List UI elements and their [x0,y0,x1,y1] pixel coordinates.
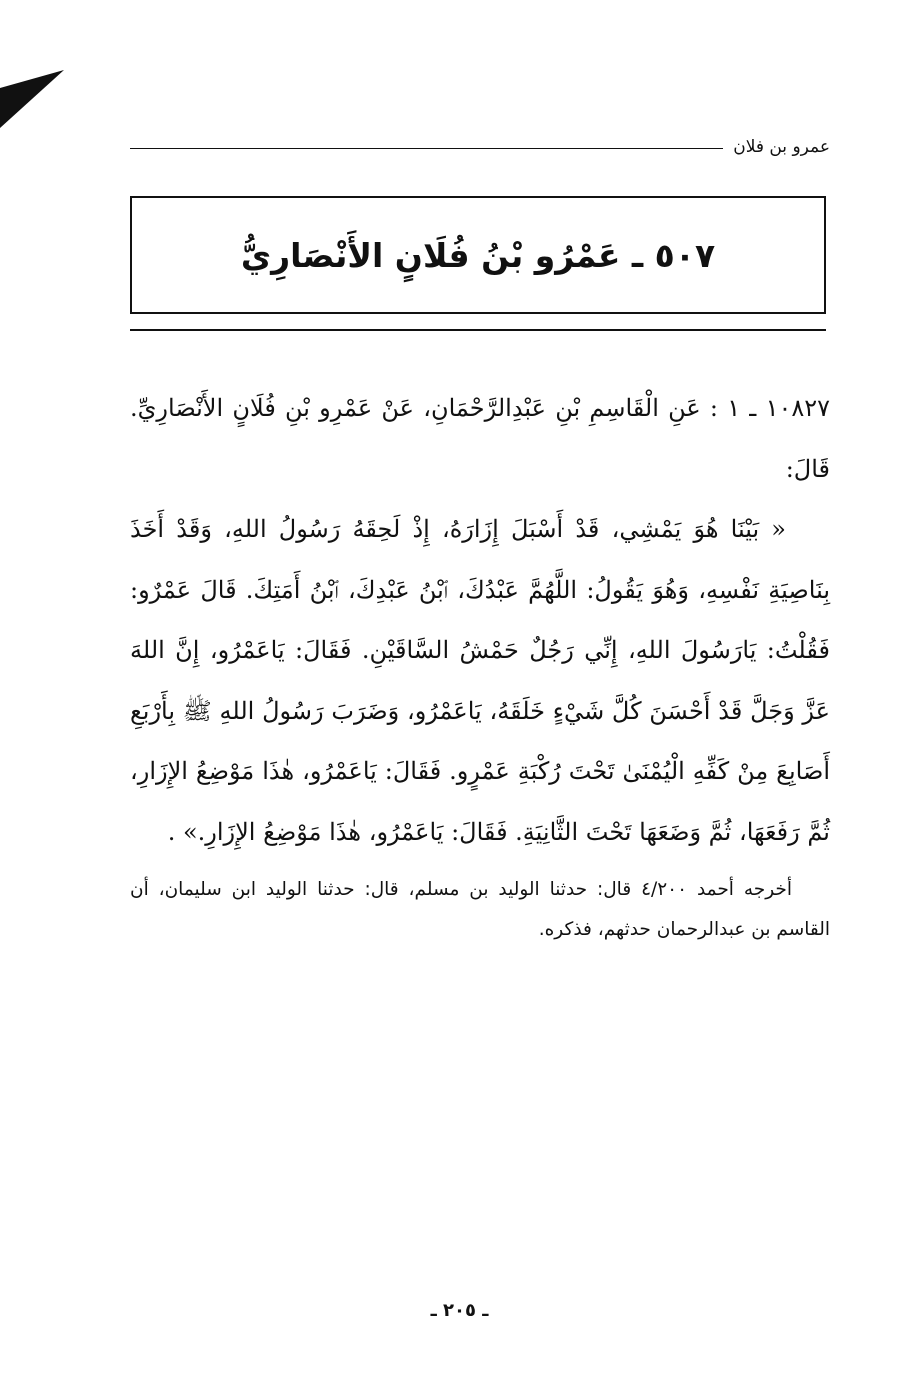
corner-triangle-mark [0,70,64,128]
entry-title: ٥٠٧ ـ عَمْرُو بْنُ فُلَانٍ الأَنْصَارِيُّ [240,235,716,275]
running-header-title: عمرو بن فلان [733,137,830,157]
entry-title-box [130,196,826,314]
page-number: ـ ٢٠٥ ـ [430,1300,489,1321]
takhrij-footnote: أخرجه أحمد ٤/٢٠٠ قال: حدثنا الوليد بن مسلم، قال: حدثنا الوليد ابن سليمان، أن القاسم بن عبدالرحمان حدثهم، فذكره. [130,879,830,940]
running-header-rule [130,148,723,149]
running-header [130,136,830,158]
main-text [130,378,830,950]
hadith-text: « بَيْنَا هُوَ يَمْشِي، قَدْ أَسْبَلَ إِزَارَهُ، إِذْ لَحِقَهُ رَسُولُ اللهِ، وَقَدْ أَخَذَ بِنَاصِيَةِ نَفْسِهِ، وَهُوَ يَقُولُ: اللَّهُمَّ عَبْدُكَ، ٱبْنُ عَبْدِكَ، ٱبْنُ أَمَتِكَ. قَالَ عَمْرٌو: فَقُلْتُ: يَارَسُولَ اللهِ، إِنِّي رَجُلٌ حَمْشُ السَّاقَيْنِ. فَقَالَ: يَاعَمْرُو، إِنَّ اللهَ عَزَّ وَجَلَّ قَدْ أَحْسَنَ كُلَّ شَيْءٍ خَلَقَهُ، يَاعَمْرُو، وَضَرَبَ رَسُولُ اللهِ ﷺ بِأَرْبَعِ أَصَابِعَ مِنْ كَفِّهِ الْيُمْنَىٰ تَحْتَ رُكْبَةِ عَمْرٍو. فَقَالَ: يَاعَمْرُو، هٰذَا مَوْضِعُ الإِزَارِ، ثُمَّ رَفَعَهَا، ثُمَّ وَضَعَهَا تَحْتَ الثَّانِيَةِ. فَقَالَ: يَاعَمْرُو، هٰذَا مَوْضِعُ الإِزَارِ.» . [130,515,830,846]
hadith-intro: ١٠٨٢٧ ـ ١ : عَنِ الْقَاسِمِ بْنِ عَبْدِالرَّحْمَانِ، عَنْ عَمْرِو بْنِ فُلَانٍ الأَنْصَارِيِّ. قَالَ: [130,394,831,483]
title-divider [130,329,826,331]
